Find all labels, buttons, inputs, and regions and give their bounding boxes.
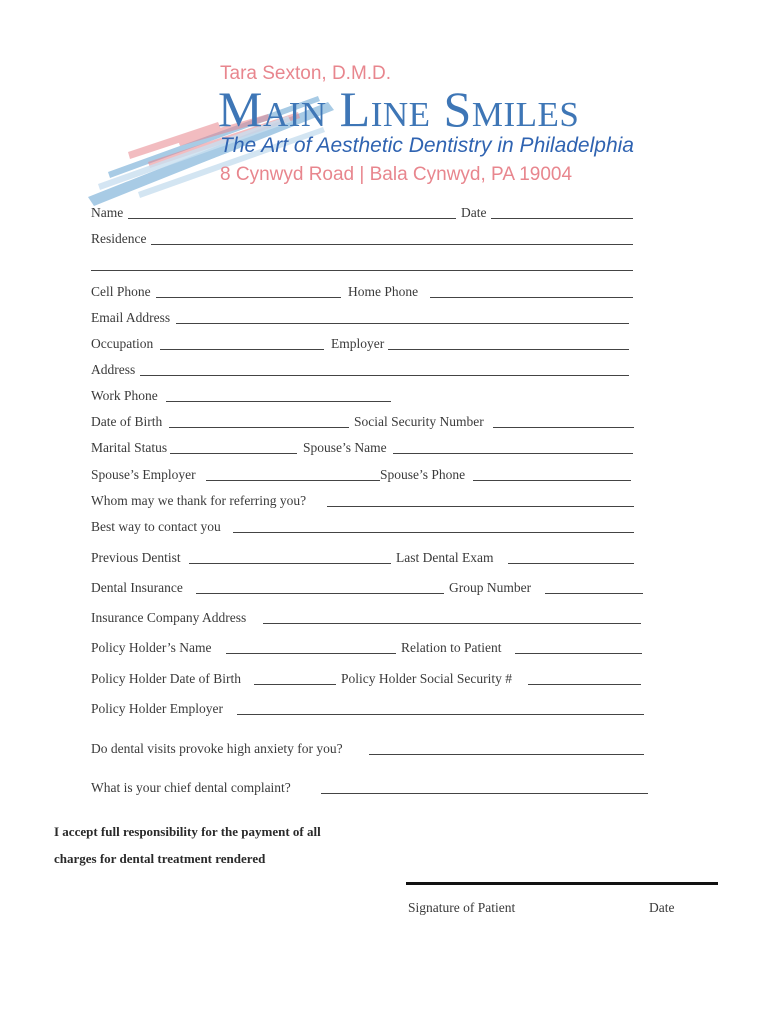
payment-disclaimer [54, 818, 374, 872]
field-employer[interactable] [388, 349, 629, 350]
field-relation[interactable] [515, 653, 642, 654]
label-holder-name: Policy Holder’s Name [91, 640, 212, 655]
field-cell-phone[interactable] [156, 297, 341, 298]
label-last-exam: Last Dental Exam [396, 550, 494, 565]
label-holder-dob: Policy Holder Date of Birth [91, 671, 241, 686]
label-ssn: Social Security Number [354, 414, 484, 429]
field-occupation[interactable] [160, 349, 324, 350]
label-work-phone: Work Phone [91, 388, 158, 403]
signature-date-label: Date [649, 900, 675, 915]
field-insurance[interactable] [196, 593, 444, 594]
label-residence: Residence [91, 231, 147, 246]
field-residence-line2[interactable] [91, 270, 633, 271]
label-marital: Marital Status [91, 440, 168, 455]
label-referral: Whom may we thank for referring you? [91, 493, 307, 508]
field-complaint[interactable] [321, 793, 648, 794]
label-date: Date [461, 205, 487, 220]
label-spouse-phone: Spouse’s Phone [380, 467, 466, 482]
field-email[interactable] [176, 323, 629, 324]
signature-label: Signature of Patient [408, 900, 516, 915]
disclaimer-line-1: I accept full responsibility for the payment of all [54, 824, 321, 839]
field-contact[interactable] [233, 532, 634, 533]
field-referral[interactable] [327, 506, 634, 507]
field-holder-name[interactable] [226, 653, 396, 654]
label-prev-dentist: Previous Dentist [91, 550, 181, 565]
label-cell-phone: Cell Phone [91, 284, 151, 299]
field-name[interactable] [128, 218, 456, 219]
doctor-name: Tara Sexton, D.M.D. [220, 63, 392, 84]
letterhead [0, 0, 770, 210]
label-holder-employer: Policy Holder Employer [91, 701, 223, 716]
label-home-phone: Home Phone [348, 284, 419, 299]
label-spouse-name: Spouse’s Name [303, 440, 387, 455]
field-spouse-employer[interactable] [206, 480, 380, 481]
label-complaint: What is your chief dental complaint? [91, 780, 291, 795]
field-address[interactable] [140, 375, 629, 376]
field-last-exam[interactable] [508, 563, 634, 564]
field-ins-address[interactable] [263, 623, 641, 624]
label-relation: Relation to Patient [401, 640, 502, 655]
field-group[interactable] [545, 593, 643, 594]
field-spouse-name[interactable] [393, 453, 633, 454]
field-holder-ssn[interactable] [528, 684, 641, 685]
field-holder-employer[interactable] [237, 714, 644, 715]
label-employer: Employer [331, 336, 385, 351]
field-residence[interactable] [151, 244, 633, 245]
field-home-phone[interactable] [430, 297, 633, 298]
label-contact: Best way to contact you [91, 519, 221, 534]
disclaimer-line-2: charges for dental treatment rendered [54, 851, 266, 866]
label-anxiety: Do dental visits provoke high anxiety for you? [91, 741, 343, 756]
tagline: The Art of Aesthetic Dentistry in Philadelphia [220, 134, 634, 157]
field-ssn[interactable] [493, 427, 634, 428]
field-work-phone[interactable] [166, 401, 391, 402]
label-address: Address [91, 362, 136, 377]
label-spouse-employer: Spouse’s Employer [91, 467, 196, 482]
label-email: Email Address [91, 310, 171, 325]
field-date[interactable] [491, 218, 633, 219]
label-ins-address: Insurance Company Address [91, 610, 247, 625]
label-insurance: Dental Insurance [91, 580, 183, 595]
label-name: Name [91, 205, 124, 220]
label-holder-ssn: Policy Holder Social Security # [341, 671, 512, 686]
field-anxiety[interactable] [369, 754, 644, 755]
field-prev-dentist[interactable] [189, 563, 391, 564]
field-spouse-phone[interactable] [473, 480, 631, 481]
label-dob: Date of Birth [91, 414, 163, 429]
field-dob[interactable] [169, 427, 349, 428]
signature-line[interactable] [406, 882, 718, 885]
field-marital[interactable] [170, 453, 297, 454]
practice-address: 8 Cynwyd Road | Bala Cynwyd, PA 19004 [220, 164, 573, 185]
field-holder-dob[interactable] [254, 684, 336, 685]
practice-name: Main Line Smiles [218, 81, 580, 137]
label-group: Group Number [449, 580, 532, 595]
label-occupation: Occupation [91, 336, 154, 351]
